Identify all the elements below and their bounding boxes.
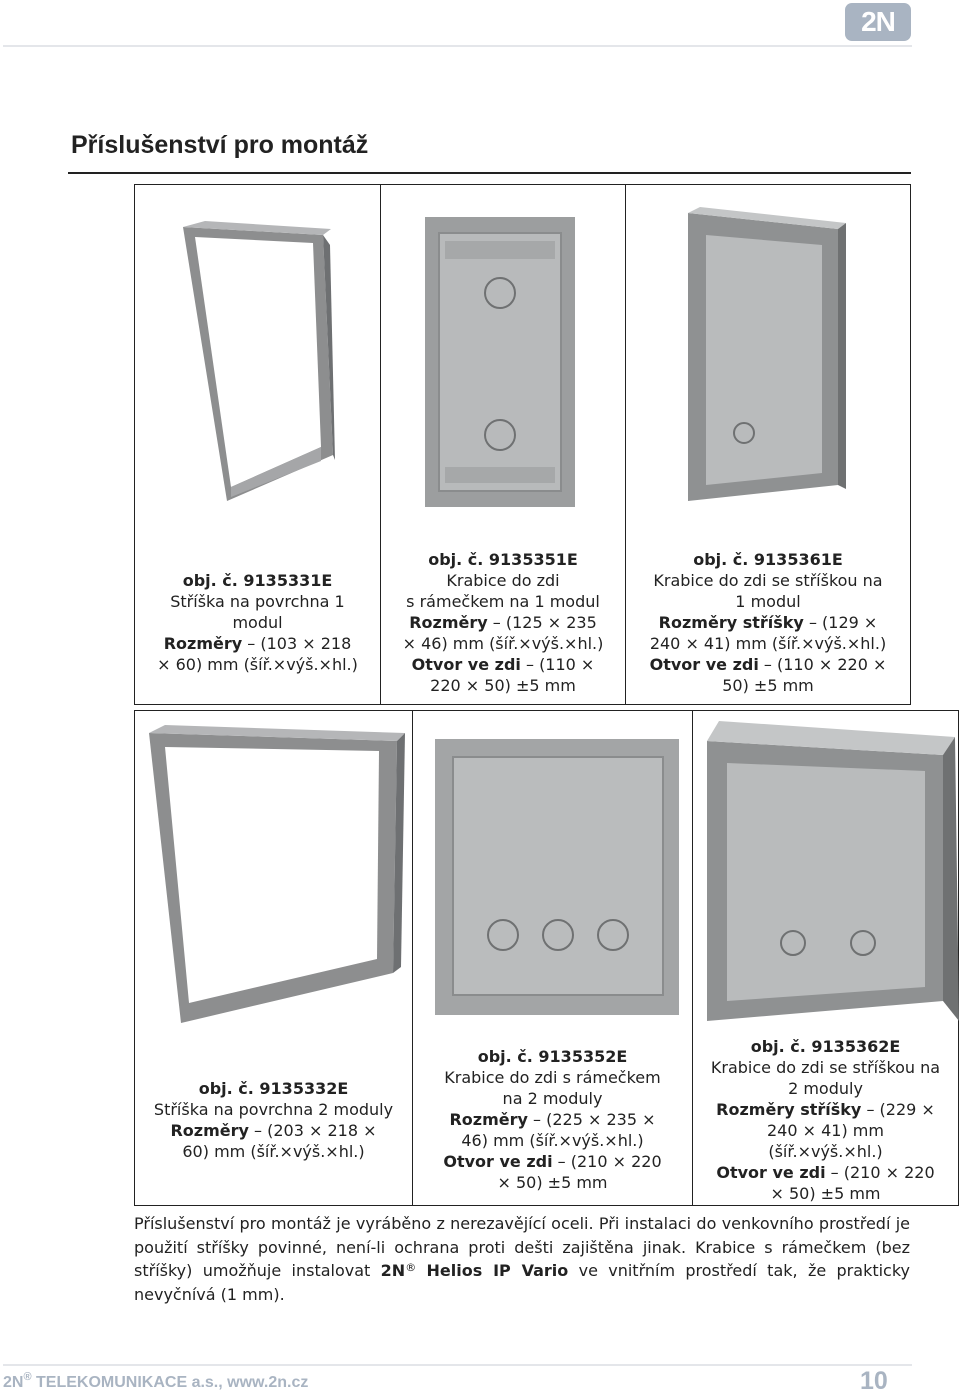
header-rule bbox=[3, 45, 912, 47]
order-number: obj. č. 9135351E bbox=[428, 550, 578, 570]
product-photo-cell bbox=[693, 711, 959, 1036]
wall-hole-value: × 50) ±5 mm bbox=[770, 1183, 881, 1203]
dimensions-label: Rozměry bbox=[170, 1120, 249, 1140]
product-image-9135361e bbox=[626, 185, 911, 538]
dimensions-label: Rozměry stříšky bbox=[716, 1099, 862, 1119]
dimensions-value: 60) mm (šíř.×výš.×hl.) bbox=[182, 1141, 365, 1161]
dimensions-value: 240 × 41) mm bbox=[767, 1120, 884, 1140]
wall-hole-label: Otvor ve zdi bbox=[649, 655, 759, 675]
wall-hole-label: Otvor ve zdi bbox=[716, 1162, 826, 1182]
mounting-note bbox=[134, 1212, 910, 1306]
product-name: Krabice do zdi se stříškou na bbox=[710, 1057, 941, 1077]
registered-mark: ® bbox=[405, 1261, 417, 1274]
product-photo-cell bbox=[381, 185, 626, 543]
dimensions-label: Rozměry bbox=[409, 613, 488, 633]
dimensions-label: Rozměry bbox=[163, 634, 243, 654]
product-name: na 2 moduly bbox=[502, 1089, 603, 1109]
product-cell-9135351e bbox=[381, 542, 626, 704]
dimensions-value: × 60) mm (šíř.×výš.×hl.) bbox=[157, 655, 358, 675]
wall-hole-value: × 50) ±5 mm bbox=[497, 1173, 608, 1193]
product-image-9135362e bbox=[693, 711, 959, 1031]
wall-hole-value: 50) ±5 mm bbox=[722, 676, 814, 696]
product-cell-9135361e bbox=[626, 542, 911, 704]
product-photo-cell bbox=[413, 711, 693, 1036]
footer-brand: 2N bbox=[3, 1374, 24, 1391]
dimensions-value: (šíř.×výš.×hl.) bbox=[768, 1141, 883, 1161]
dimensions-value: 46) mm (šíř.×výš.×hl.) bbox=[461, 1131, 644, 1151]
wall-hole-value: 220 × 50) ±5 mm bbox=[430, 676, 576, 696]
dimensions-value: – (125 × 235 bbox=[487, 613, 597, 633]
2n-logo: 2N bbox=[845, 3, 911, 41]
product-name: modul bbox=[232, 613, 283, 633]
product-image-9135331e bbox=[135, 185, 381, 538]
product-photo-cell bbox=[626, 185, 911, 543]
product-table-row2 bbox=[134, 710, 959, 1206]
wall-hole-value: – (110 × bbox=[520, 655, 595, 675]
footer-rule bbox=[3, 1364, 912, 1366]
product-table-row1 bbox=[134, 184, 911, 705]
wall-hole-value: – (210 × 220 bbox=[552, 1152, 662, 1172]
dimensions-value: – (129 × bbox=[803, 613, 878, 633]
product-photo-cell bbox=[135, 185, 381, 543]
product-name: s rámečkem na 1 modul bbox=[406, 592, 600, 612]
page-number: 10 bbox=[860, 1367, 888, 1395]
note-text: Příslušenství pro montáž je vyráběno z nerezavějící oceli. Při instalaci do venkovního prostředí je použití stříšky povinné, není-li ochrana proti dešti zajištěna jinak. Krabice s rámečkem (bez stříšky) umožňuje instalovat bbox=[134, 1214, 910, 1280]
product-image-9135332e bbox=[135, 711, 413, 1031]
dimensions-value: × 46) mm (šíř.×výš.×hl.) bbox=[402, 634, 604, 654]
product-name: Helios IP Vario bbox=[426, 1261, 569, 1280]
wall-hole-label: Otvor ve zdi bbox=[411, 655, 521, 675]
note-text: ve vnitřním prostředí tak, že prakticky nevyčnívá (1 mm). bbox=[134, 1261, 911, 1304]
product-name: 2 moduly bbox=[788, 1078, 863, 1098]
wall-hole-value: – (110 × 220 × bbox=[758, 655, 887, 675]
registered-mark: ® bbox=[23, 1371, 32, 1383]
brand-name: 2N bbox=[380, 1261, 406, 1280]
order-number: obj. č. 9135352E bbox=[477, 1047, 628, 1067]
dimensions-value: 240 × 41) mm (šíř.×výš.×hl.) bbox=[649, 634, 887, 654]
product-name: Krabice do zdi s rámečkem bbox=[444, 1068, 661, 1088]
order-number: obj. č. 9135361E bbox=[693, 550, 843, 570]
dimensions-value: – (203 × 218 × bbox=[248, 1120, 377, 1140]
dimensions-value: – (225 × 235 × bbox=[527, 1110, 656, 1130]
dimensions-label: Rozměry stříšky bbox=[658, 613, 804, 633]
title-underline bbox=[68, 172, 911, 174]
product-name: Stříška na povrchna 1 bbox=[170, 592, 345, 612]
order-number: obj. č. 9135362E bbox=[750, 1036, 901, 1056]
product-image-9135351e bbox=[381, 185, 626, 538]
product-name: Krabice do zdi bbox=[446, 571, 560, 591]
order-number: obj. č. 9135331E bbox=[182, 571, 333, 591]
dimensions-value: – (229 × bbox=[861, 1099, 935, 1119]
product-name: Stříška na povrchna 2 moduly bbox=[153, 1099, 394, 1119]
product-photo-cell bbox=[135, 711, 413, 1036]
footer-company-text: TELEKOMUNIKACE a.s., www.2n.cz bbox=[31, 1374, 309, 1391]
wall-hole-value: – (210 × 220 bbox=[825, 1162, 935, 1182]
order-number: obj. č. 9135332E bbox=[198, 1078, 349, 1098]
product-image-9135352e bbox=[413, 711, 693, 1031]
product-cell-9135352e bbox=[413, 1035, 693, 1205]
footer-company bbox=[3, 1371, 309, 1392]
product-cell-9135331e bbox=[135, 542, 381, 704]
product-name: Krabice do zdi se stříškou na bbox=[653, 571, 883, 591]
page-title: Příslušenství pro montáž bbox=[71, 131, 369, 159]
product-name: 1 modul bbox=[735, 592, 801, 612]
product-cell-9135332e bbox=[135, 1035, 413, 1205]
wall-hole-label: Otvor ve zdi bbox=[443, 1152, 553, 1172]
dimensions-value: – (103 × 218 bbox=[242, 634, 352, 654]
dimensions-label: Rozměry bbox=[449, 1110, 528, 1130]
product-cell-9135362e bbox=[693, 1035, 959, 1205]
